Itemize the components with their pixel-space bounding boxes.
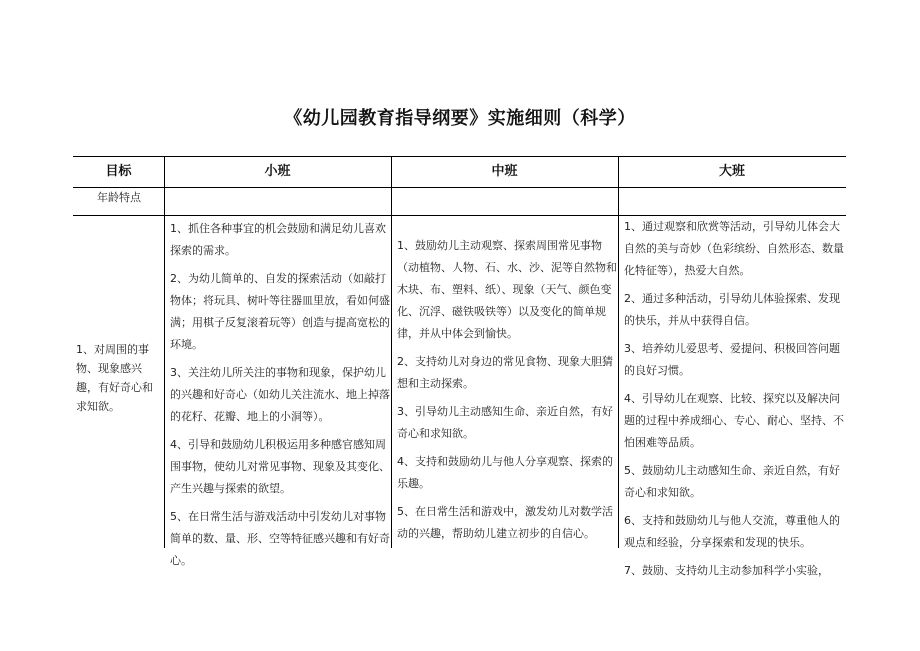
small-class-cell: [170, 218, 390, 578]
large-item-1: 1、通过观察和欣赏等活动，引导幼儿体会大自然的美与奇妙（色彩缤纷、自然形态、数量化特征等），热爱大自然。: [624, 220, 844, 277]
goal-1: 1、对周围的事物、现象感兴趣，有好奇心和求知欲。: [76, 343, 153, 413]
small-item-5: 5、在日常生活与游戏活动中引发幼儿对事物简单的数、量、形、空等特征感兴趣和有好奇心。: [170, 510, 390, 567]
large-item-2: 2、通过多种活动，引导幼儿体验探索、发现的快乐，并从中获得自信。: [624, 292, 840, 327]
small-item-3: 3、关注幼儿所关注的事物和现象，保护幼儿的兴趣和好奇心（如幼儿关注流水、地上掉落的花籽、花瓣、地上的小洞等）。: [170, 366, 390, 423]
col-divider-3: [618, 156, 619, 548]
table-rule-header-bottom: [73, 187, 846, 188]
large-item-6: 6、支持和鼓励幼儿与他人交流，尊重他人的观点和经验，分享探索和发现的快乐。: [624, 514, 840, 549]
large-item-7: 7、鼓励、支持幼儿主动参加科学小实验，: [624, 564, 829, 577]
middle-item-4: 4、支持和鼓励幼儿与他人分享观察、探索的乐趣。: [397, 455, 613, 490]
header-large-class: 大班: [718, 164, 745, 179]
middle-item-1: 1、鼓励幼儿主动观察、探索周围常见事物（动植物、人物、石、水、沙、泥等自然物和木块、布、塑料、纸）、现象（天气、颜色变化、沉浮、磁铁吸铁等）以及变化的简单规律，并从中体会到愉快。: [397, 239, 617, 340]
header-small-class: 小班: [264, 164, 291, 179]
age-characteristics-label: 年龄特点: [97, 191, 141, 204]
header-goal: 目标: [105, 164, 132, 179]
middle-item-3: 3、引导幼儿主动感知生命、亲近自然，有好奇心和求知欲。: [397, 405, 613, 440]
small-item-1: 1、抓住各种事宜的机会鼓励和满足幼儿喜欢探索的需求。: [170, 222, 386, 257]
large-item-3: 3、培养幼儿爱思考、爱提问、积极回答问题的良好习惯。: [624, 342, 840, 377]
small-item-2: 2、为幼儿简单的、自发的探索活动（如敲打物体；将玩具、树叶等往器皿里放，看如何盛满；用棋子反复滚着玩等）创造与提高宽松的环境。: [170, 272, 390, 351]
large-item-5: 5、鼓励幼儿主动感知生命、亲近自然，有好奇心和求知欲。: [624, 464, 840, 499]
table-rule-top: [73, 156, 846, 157]
large-class-cell: [624, 216, 844, 588]
page-title: 《幼儿园教育指导纲要》实施细则（科学）: [284, 108, 636, 129]
middle-class-cell: [397, 235, 617, 551]
header-middle-class: 中班: [491, 164, 518, 179]
small-item-4: 4、引导和鼓励幼儿积极运用多种感官感知周围事物，使幼儿对常见事物、现象及其变化、产生兴趣与探索的欲望。: [170, 438, 390, 495]
middle-item-2: 2、支持幼儿对身边的常见食物、现象大胆猜想和主动探索。: [397, 355, 613, 390]
middle-item-5: 5、在日常生活和游戏中，激发幼儿对数学活动的兴趣，帮助幼儿建立初步的自信心。: [397, 505, 613, 540]
large-item-4: 4、引导幼儿在观察、比较、探究以及解决问题的过程中养成细心、专心、耐心、坚持、不怕困难等品质。: [624, 392, 844, 449]
col-divider-1: [164, 156, 165, 548]
col-divider-2: [391, 156, 392, 548]
